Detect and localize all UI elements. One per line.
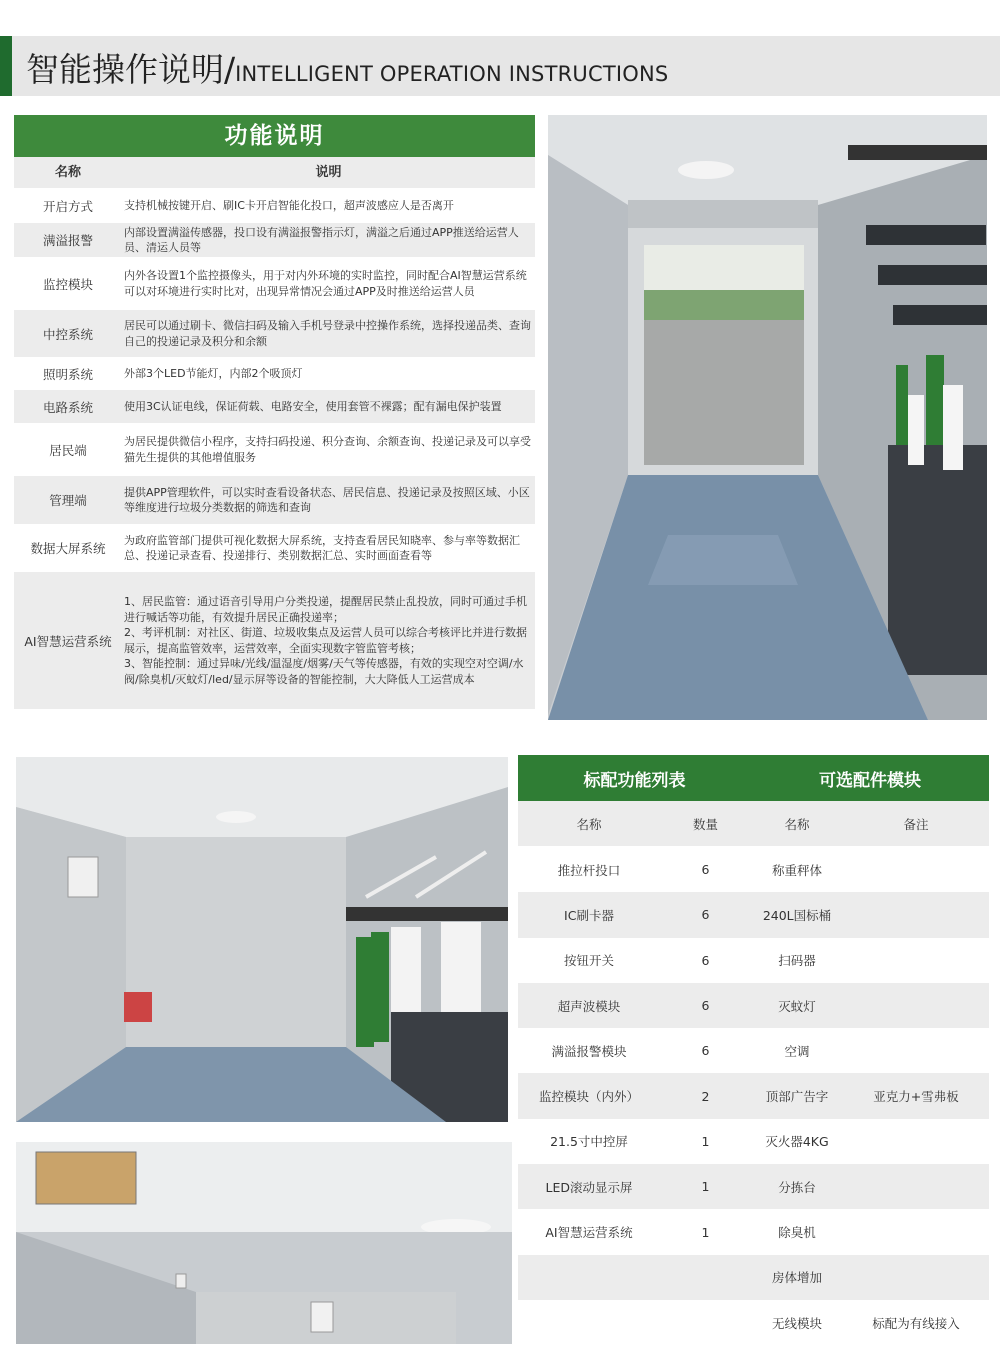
description-line: 为政府监管部门提供可视化数据大屏系统，支持查看居民知晓率、参与率等数据汇总、投递记录查看、投递排行、类别数据汇总、实时画面查看等	[124, 533, 520, 562]
function-name: 中控系统	[42, 326, 93, 342]
description-line: 支持机械按键开启、刷IC卡开启智能化投口，超声波感应人是否离开	[124, 198, 454, 212]
function-table-row	[14, 572, 535, 711]
optional-item-remark	[843, 983, 989, 1028]
list-table-row	[518, 983, 989, 1028]
container-interior-photo-side	[16, 757, 508, 1122]
standard-item-name: 按钮开关	[563, 953, 614, 969]
standard-item-name: 推拉杆投口	[557, 862, 621, 878]
function-description	[122, 425, 535, 474]
function-name: 数据大屏系统	[30, 541, 106, 556]
optional-module-caption: 可选配件模块	[819, 770, 921, 791]
function-name: 满溢报警	[42, 233, 93, 248]
list-table-row	[518, 1119, 989, 1164]
optional-item-remark	[843, 892, 989, 937]
function-name: 照明系统	[42, 366, 93, 382]
optional-item-name: 灭蚊灯	[778, 998, 816, 1014]
standard-item-name: 21.5寸中控屏	[550, 1134, 628, 1150]
standard-optional-table	[518, 755, 989, 1345]
list-table-header	[518, 801, 989, 847]
optional-item-remark: 亚克力+雪弗板	[873, 1089, 959, 1105]
function-table-row	[14, 359, 535, 390]
standard-item-quantity: 2	[701, 1088, 710, 1104]
description-line: 为居民提供微信小程序，支持扫码投递、积分查询、余额查询、投递记录及可以享受猫先生提供的其他增值服务	[124, 435, 531, 464]
description-line: 外部3个LED节能灯，内部2个吸顶灯	[124, 366, 303, 380]
header-accent-bar	[0, 36, 12, 96]
header-optional-name: 名称	[784, 816, 810, 832]
list-table-row	[518, 1300, 989, 1345]
standard-item-quantity: 6	[701, 952, 710, 968]
list-table-row	[518, 892, 989, 937]
description-line: 内部设置满溢传感器，投口设有满溢报警指示灯，满溢之后通过APP推送给运营人员、清运人员等	[124, 225, 519, 254]
optional-item-remark	[843, 1119, 989, 1164]
standard-item-name: 满溢报警模块	[551, 1043, 627, 1059]
optional-item-name: 顶部广告字	[765, 1089, 829, 1105]
optional-item-remark	[843, 1028, 989, 1073]
function-description	[122, 223, 535, 257]
standard-item-quantity: 1	[701, 1224, 710, 1240]
optional-item-name: 房体增加	[771, 1270, 822, 1286]
function-description	[122, 359, 535, 388]
function-description	[122, 476, 535, 524]
header-quantity: 数量	[692, 816, 718, 832]
optional-item-name: 无线模块	[771, 1315, 822, 1331]
standard-item-name: IC刷卡器	[564, 907, 614, 923]
function-description	[122, 190, 535, 221]
list-table-row	[518, 1255, 989, 1300]
optional-item-name: 称重秤体	[771, 862, 822, 878]
function-table-body	[14, 190, 535, 711]
description-line: 使用3C认证电线，保证荷载、电路安全，使用套管不裸露；配有漏电保护装置	[124, 399, 502, 413]
optional-item-remark: 标配为有线接入	[872, 1315, 960, 1331]
function-name: 开启方式	[42, 198, 93, 214]
standard-item-quantity: 6	[701, 907, 710, 923]
list-table-row	[518, 1209, 989, 1254]
standard-item-quantity: 1	[701, 1133, 710, 1149]
list-table-row	[518, 1164, 989, 1209]
function-table-row	[14, 476, 535, 526]
optional-item-remark	[843, 1164, 989, 1209]
list-table-row	[518, 847, 989, 892]
title-en: INTELLIGENT OPERATION INSTRUCTIONS	[235, 62, 669, 86]
standard-item-quantity	[660, 1255, 751, 1300]
standard-item-quantity	[660, 1300, 751, 1345]
standard-item-quantity: 1	[701, 1179, 710, 1195]
standard-item-name	[518, 1300, 660, 1345]
optional-item-name: 分拣台	[778, 1179, 816, 1195]
container-ceiling-photo	[16, 1142, 512, 1344]
standard-item-quantity: 6	[701, 1043, 710, 1059]
function-table-row	[14, 310, 535, 359]
standard-item-quantity: 6	[701, 998, 710, 1014]
description-line: 居民可以通过刷卡、微信扫码及输入手机号登录中控操作系统，选择投递品类、查询自己的投递记录及积分和余额	[124, 319, 531, 348]
function-table-header	[14, 157, 535, 190]
description-line: 提供APP管理软件，可以实时查看设备状态、居民信息、投递记录及按照区域、小区等维度进行垃圾分类数据的筛选和查询	[124, 485, 530, 514]
function-table-row	[14, 259, 535, 310]
list-table-row	[518, 1073, 989, 1118]
list-table-row	[518, 1028, 989, 1073]
optional-item-name: 空调	[784, 1043, 810, 1059]
list-table-caption-row	[518, 755, 989, 801]
standard-item-name	[518, 1255, 660, 1300]
optional-item-name: 240L国标桶	[762, 907, 832, 923]
function-table-caption: 功能说明	[14, 115, 535, 157]
optional-item-remark	[843, 938, 989, 983]
header-name: 名称	[576, 816, 602, 832]
description-line: 3、智能控制：通过异味/光线/温湿度/烟雾/天气等传感器，有效的实现空对空调/水 阀/除臭机/灭蚊灯/led/显示屏等设备的智能控制，大大降低人工运营成本	[124, 657, 524, 686]
page-title	[26, 44, 668, 91]
function-name: 管理端	[49, 493, 87, 508]
function-description	[122, 572, 535, 709]
title-cn: 智能操作说明/	[26, 50, 236, 89]
description-line: 2、考评机制：对社区、街道、垃圾收集点及运营人员可以综合考核评比并进行数据展示，提高监管效率，运营效率，全面实现数字管监管考核；	[124, 626, 527, 655]
standard-item-name: LED滚动显示屏	[545, 1179, 633, 1195]
function-description	[122, 310, 535, 357]
col-name-header: 名称	[54, 165, 81, 180]
function-table-row	[14, 526, 535, 572]
optional-item-remark	[843, 1255, 989, 1300]
function-description	[122, 259, 535, 308]
description-line: 内外各设置1个监控摄像头，用于对内外环境的实时监控，同时配合AI智慧运营系统可以对环境进行实时比对，出现异常情况会通过APP及时推送给运营人员	[124, 269, 527, 298]
standard-item-name: AI智慧运营系统	[545, 1225, 633, 1241]
function-table-row	[14, 223, 535, 259]
function-description	[122, 526, 535, 570]
standard-item-quantity: 6	[701, 862, 710, 878]
function-description	[122, 390, 535, 423]
standard-item-name: 监控模块（内外）	[538, 1089, 639, 1105]
standard-list-caption: 标配功能列表	[583, 770, 686, 791]
container-interior-photo-door	[548, 115, 987, 720]
function-name: 居民端	[49, 442, 87, 458]
header-remark: 备注	[903, 816, 929, 832]
optional-item-remark	[843, 1209, 989, 1254]
description-line: 1、居民监管：通过语音引导用户分类投递，提醒居民禁止乱投放，同时可通过手机进行喊话等功能，有效提升居民正确投递率；	[124, 595, 527, 624]
col-desc-header: 说明	[315, 165, 342, 180]
function-name: 电路系统	[42, 399, 93, 415]
function-table-row	[14, 425, 535, 476]
function-name: 监控模块	[42, 276, 93, 292]
optional-item-name: 灭火器4KG	[765, 1134, 829, 1150]
optional-item-name: 扫码器	[778, 953, 816, 969]
list-table-body	[518, 847, 989, 1345]
optional-item-name: 除臭机	[778, 1225, 816, 1241]
function-table-row	[14, 390, 535, 425]
page-header	[0, 36, 1000, 96]
function-table-row	[14, 190, 535, 223]
list-table-row	[518, 938, 989, 983]
standard-item-name: 超声波模块	[557, 998, 621, 1014]
function-name: AI智慧运营系统	[24, 633, 112, 649]
function-table	[14, 115, 535, 711]
optional-item-remark	[843, 847, 989, 892]
